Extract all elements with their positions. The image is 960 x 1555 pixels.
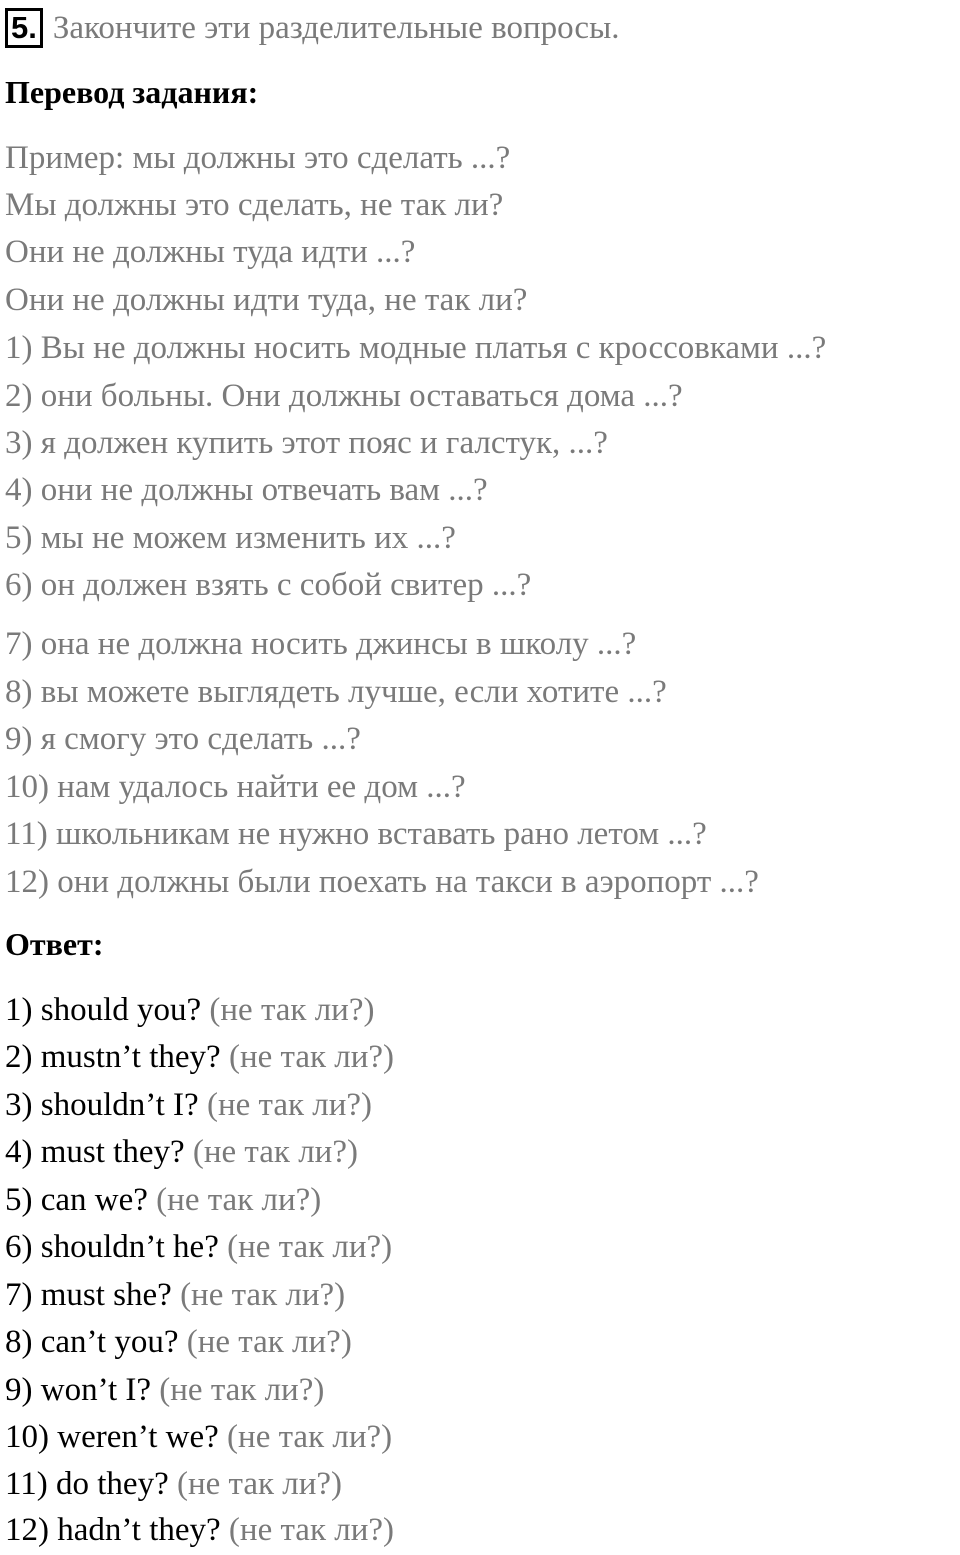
answer-item [5,1510,394,1550]
translation-line: 12) они должны были поехать на такси в аэропорт ...? [5,864,759,900]
answer-item [5,1322,352,1362]
answer-translation: (не так ли?) [228,1512,394,1548]
translation-line: Они не должны идти туда, не так ли? [5,282,528,318]
answer-translation: (не так ли?) [156,1182,322,1218]
answer-item [5,1275,345,1315]
answer-item [5,1227,392,1267]
answer-tag: 9) won’t I? [5,1372,152,1408]
answer-translation: (не так ли?) [227,1419,393,1455]
translation-line: 2) они больны. Они должны оставаться дома ...? [5,378,683,414]
translation-line: Мы должны это сделать, не так ли? [5,187,504,223]
translation-line: 8) вы можете выглядеть лучше, если хотите ...? [5,674,667,710]
translation-line: 3) я должен купить этот пояс и галстук, ...? [5,425,608,461]
answer-translation: (не так ли?) [227,1229,393,1265]
answer-translation: (не так ли?) [228,1039,395,1075]
task-number-badge: 5. [5,8,43,48]
answer-tag: 1) should you? [5,992,202,1028]
answer-item [5,1417,392,1457]
translation-line: 1) Вы не должны носить модные платья с кроссовками ...? [5,330,827,366]
answer-tag: 4) must they? [5,1134,185,1170]
answer-tag: 7) must she? [5,1277,172,1313]
answer-item [5,990,374,1030]
translation-line: 10) нам удалось найти ее дом ...? [5,769,466,805]
answer-item [5,1464,342,1504]
answer-translation: (не так ли?) [180,1277,346,1313]
task-instruction: Закончите эти разделительные вопросы. [52,9,620,46]
answer-heading: Ответ: [5,926,104,962]
answer-tag: 2) mustn’t they? [5,1039,221,1075]
answer-translation: (не так ли?) [159,1372,325,1408]
answer-translation: (не так ли?) [209,992,375,1028]
translation-line: 6) он должен взять с собой свитер ...? [5,567,532,603]
translation-line: 9) я смогу это сделать ...? [5,721,361,757]
answer-item [5,1132,358,1172]
translation-line: Пример: мы должны это сделать ...? [5,140,511,176]
translation-line: 4) они не должны отвечать вам ...? [5,472,488,508]
translation-line: 7) она не должна носить джинсы в школу ...? [5,626,637,662]
task-header [5,8,620,48]
answer-translation: (не так ли?) [176,1466,343,1502]
translation-line: 5) мы не можем изменить их ...? [5,520,456,556]
answer-item [5,1180,321,1220]
answer-tag: 12) hadn’t they? [5,1512,221,1548]
answer-item [5,1085,372,1125]
answer-translation: (не так ли?) [206,1087,373,1123]
answer-tag: 10) weren’t we? [5,1419,219,1455]
answer-tag: 5) can we? [5,1182,148,1218]
answer-tag: 6) shouldn’t he? [5,1229,219,1265]
answer-translation: (не так ли?) [186,1324,352,1360]
translation-line: 11) школьникам не нужно вставать рано летом ...? [5,816,707,852]
answer-translation: (не так ли?) [192,1134,358,1170]
translation-heading: Перевод задания: [5,74,259,110]
answer-item [5,1370,324,1410]
answer-tag: 3) shouldn’t I? [5,1087,199,1123]
answer-item [5,1037,394,1077]
answer-tag: 8) can’t you? [5,1324,179,1360]
translation-line: Они не должны туда идти ...? [5,234,416,270]
answer-tag: 11) do they? [5,1466,169,1502]
